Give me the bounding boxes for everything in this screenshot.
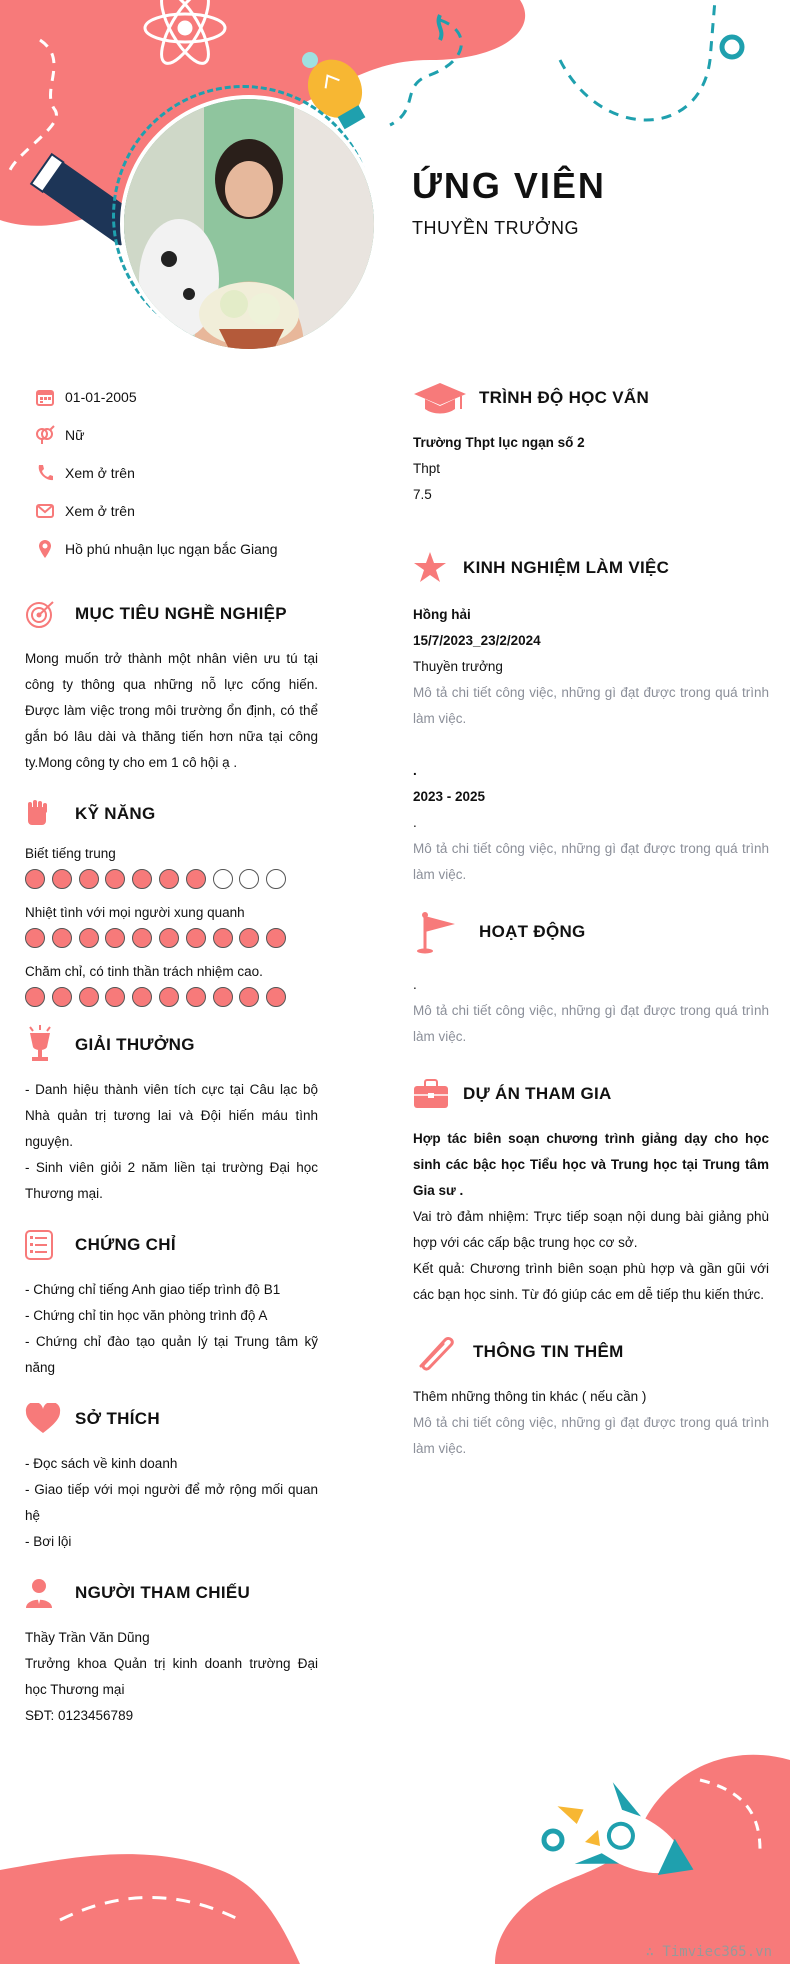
skill-dot-filled [52, 928, 72, 948]
skills-title: KỸ NĂNG [75, 804, 156, 823]
target-icon [25, 594, 75, 634]
skill-dot-filled [186, 928, 206, 948]
project-role: Vai trò đảm nhiệm: Trực tiếp soạn nội dung bài giảng phù hợp với các cấp bậc trung học cơ sở. [413, 1209, 769, 1250]
footer-decoration [0, 1720, 800, 1964]
skill-rating [25, 987, 318, 1007]
certificates-title: CHỨNG CHỈ [75, 1235, 176, 1254]
skill-dot-filled [159, 928, 179, 948]
flag-icon [413, 912, 479, 952]
activities-title: HOẠT ĐỘNG [479, 922, 586, 941]
location-pin-icon [25, 539, 65, 559]
school-score: 7.5 [413, 487, 432, 502]
info-dob [25, 378, 318, 416]
reference-line: Thầy Trần Văn Dũng [25, 1630, 150, 1645]
certificates-header [25, 1225, 318, 1265]
skill-dot-filled [213, 928, 233, 948]
skill-name: Nhiệt tình với mọi người xung quanh [25, 905, 245, 920]
skill-dot-filled [239, 928, 259, 948]
skill-dot-filled [266, 928, 286, 948]
gender-icon [25, 425, 65, 445]
extra-line: Thêm những thông tin khác ( nếu cần ) [413, 1389, 647, 1404]
info-address [25, 530, 318, 568]
info-email [25, 492, 318, 530]
school-major: Thpt [413, 461, 441, 476]
experience-desc: Mô tả chi tiết công việc, những gì đạt được trong quá trình làm việc. [413, 841, 769, 882]
award-line: - Sinh viên giỏi 2 năm liền tại trường Đại học Thương mại. [25, 1160, 318, 1201]
fist-icon [25, 794, 75, 834]
education-header [413, 378, 769, 418]
skill-dot-empty [213, 869, 233, 889]
skill-item [25, 905, 318, 948]
experience-period: 2023 - 2025 [413, 789, 486, 804]
experience-period: 15/7/2023_23/2/2024 [413, 633, 541, 648]
skill-dot-filled [186, 869, 206, 889]
left-column [25, 378, 318, 1729]
experience-company: Hồng hải [413, 607, 471, 622]
candidate-position: THUYỀN TRƯỞNG [412, 218, 579, 238]
address-value: Hồ phú nhuận lục ngạn bắc Giang [65, 541, 278, 557]
hobby-line: - Giao tiếp với mọi người để mở rộng mối quan hệ [25, 1482, 318, 1523]
objective-title: MỤC TIÊU NGHỀ NGHIỆP [75, 604, 287, 623]
hobbies-title: SỞ THÍCH [75, 1409, 160, 1428]
awards-header [25, 1025, 318, 1065]
skill-dot-filled [105, 987, 125, 1007]
graduation-cap-icon [413, 378, 479, 418]
briefcase-icon [413, 1074, 463, 1114]
skill-dot-filled [132, 987, 152, 1007]
email-value: Xem ở trên [65, 503, 135, 519]
experience-item [413, 602, 769, 732]
info-gender [25, 416, 318, 454]
projects-title: DỰ ÁN THAM GIA [463, 1084, 612, 1103]
education-title: TRÌNH ĐỘ HỌC VẤN [479, 388, 650, 407]
gender-value: Nữ [65, 427, 85, 443]
experience-title: KINH NGHIỆM LÀM VIỆC [463, 558, 670, 577]
activity-desc: Mô tả chi tiết công việc, những gì đạt được trong quá trình làm việc. [413, 1003, 769, 1044]
person-icon [25, 1573, 75, 1613]
skill-dot-filled [159, 987, 179, 1007]
skill-dot-filled [132, 928, 152, 948]
school-name: Trường Thpt lục ngạn số 2 [413, 435, 585, 450]
skill-dot-filled [79, 987, 99, 1007]
right-column [413, 378, 769, 1462]
email-icon [25, 503, 65, 519]
awards-title: GIẢI THƯỞNG [75, 1035, 195, 1054]
experience-company: . [413, 763, 417, 778]
phone-icon [25, 464, 65, 482]
activity-item: . [413, 977, 417, 992]
skill-item [25, 964, 318, 1007]
experience-header [413, 548, 769, 588]
project-name: Hợp tác biên soạn chương trình giảng dạy cho học sinh các bậc học Tiểu học và Trung học tại Trung tâm Gia sư . [413, 1131, 769, 1198]
skill-dot-filled [79, 869, 99, 889]
reference-line: SĐT: 0123456789 [25, 1708, 134, 1723]
certificate-line: - Chứng chỉ tin học văn phòng trình độ A [25, 1308, 268, 1323]
skill-dot-filled [25, 987, 45, 1007]
checklist-icon [25, 1225, 75, 1265]
experience-role: . [413, 815, 417, 830]
extra-header [413, 1332, 769, 1372]
skill-rating [25, 928, 318, 948]
calendar-icon [25, 388, 65, 406]
skill-item [25, 846, 318, 889]
hobby-line: - Bơi lội [25, 1534, 72, 1549]
skill-dot-empty [266, 869, 286, 889]
paperclip-icon [413, 1332, 473, 1372]
experience-desc: Mô tả chi tiết công việc, những gì đạt được trong quá trình làm việc. [413, 685, 769, 726]
skill-dot-filled [213, 987, 233, 1007]
phone-value: Xem ở trên [65, 465, 135, 481]
skill-name: Chăm chỉ, có tinh thần trách nhiệm cao. [25, 964, 263, 979]
extra-desc: Mô tả chi tiết công việc, những gì đạt được trong quá trình làm việc. [413, 1415, 769, 1456]
star-icon [413, 548, 463, 588]
skill-name: Biết tiếng trung [25, 846, 116, 861]
skill-dot-filled [52, 869, 72, 889]
projects-header [413, 1074, 769, 1114]
skill-dot-empty [239, 869, 259, 889]
experience-role: Thuyền trưởng [413, 659, 503, 674]
dob-value: 01-01-2005 [65, 389, 137, 405]
skill-rating [25, 869, 318, 889]
skill-dot-filled [186, 987, 206, 1007]
skill-dot-filled [132, 869, 152, 889]
skill-dot-filled [105, 869, 125, 889]
candidate-name: ỨNG VIÊN [412, 165, 606, 206]
trophy-icon [25, 1025, 75, 1065]
info-phone [25, 454, 318, 492]
skill-dot-filled [159, 869, 179, 889]
skills-header [25, 794, 318, 834]
extra-title: THÔNG TIN THÊM [473, 1342, 624, 1361]
certificate-line: - Chứng chỉ đào tạo quản lý tại Trung tâm kỹ năng [25, 1334, 318, 1375]
project-result: Kết quả: Chương trình biên soạn phù hợp và gần gũi với các bạn học sinh. Từ đó giúp các em dễ tiếp thu kiến thức. [413, 1261, 769, 1302]
activities-header [413, 912, 769, 952]
references-title: NGƯỜI THAM CHIẾU [75, 1583, 251, 1602]
skill-dot-filled [266, 987, 286, 1007]
skill-dot-filled [79, 928, 99, 948]
hobbies-header [25, 1399, 318, 1439]
experience-item [413, 758, 769, 888]
skill-dot-filled [25, 869, 45, 889]
watermark: ∴ Timviec365.vn [645, 1944, 772, 1960]
objective-text: Mong muốn trở thành một nhân viên ưu tú tại công ty thông qua những nỗ lực cống hiến. Được làm việc trong môi trường ổn định, có thể gắn bó lâu dài và thăng tiến hơn nữa tại công ty.Mong công ty cho em 1 cô hội ạ . [25, 651, 318, 770]
skill-dot-filled [52, 987, 72, 1007]
heart-icon [25, 1399, 75, 1439]
references-header [25, 1573, 318, 1613]
reference-line: Trưởng khoa Quản trị kinh doanh trường Đại học Thương mại [25, 1656, 318, 1697]
certificate-line: - Chứng chỉ tiếng Anh giao tiếp trình độ B1 [25, 1282, 281, 1297]
skill-dot-filled [25, 928, 45, 948]
award-line: - Danh hiệu thành viên tích cực tại Câu lạc bộ Nhà quản trị tương lai và Đội hiến máu tình nguyện. [25, 1082, 318, 1149]
skill-dot-filled [105, 928, 125, 948]
hobby-line: - Đọc sách về kinh doanh [25, 1456, 178, 1471]
skill-dot-filled [239, 987, 259, 1007]
objective-header [25, 594, 318, 634]
avatar-photo [120, 95, 378, 353]
